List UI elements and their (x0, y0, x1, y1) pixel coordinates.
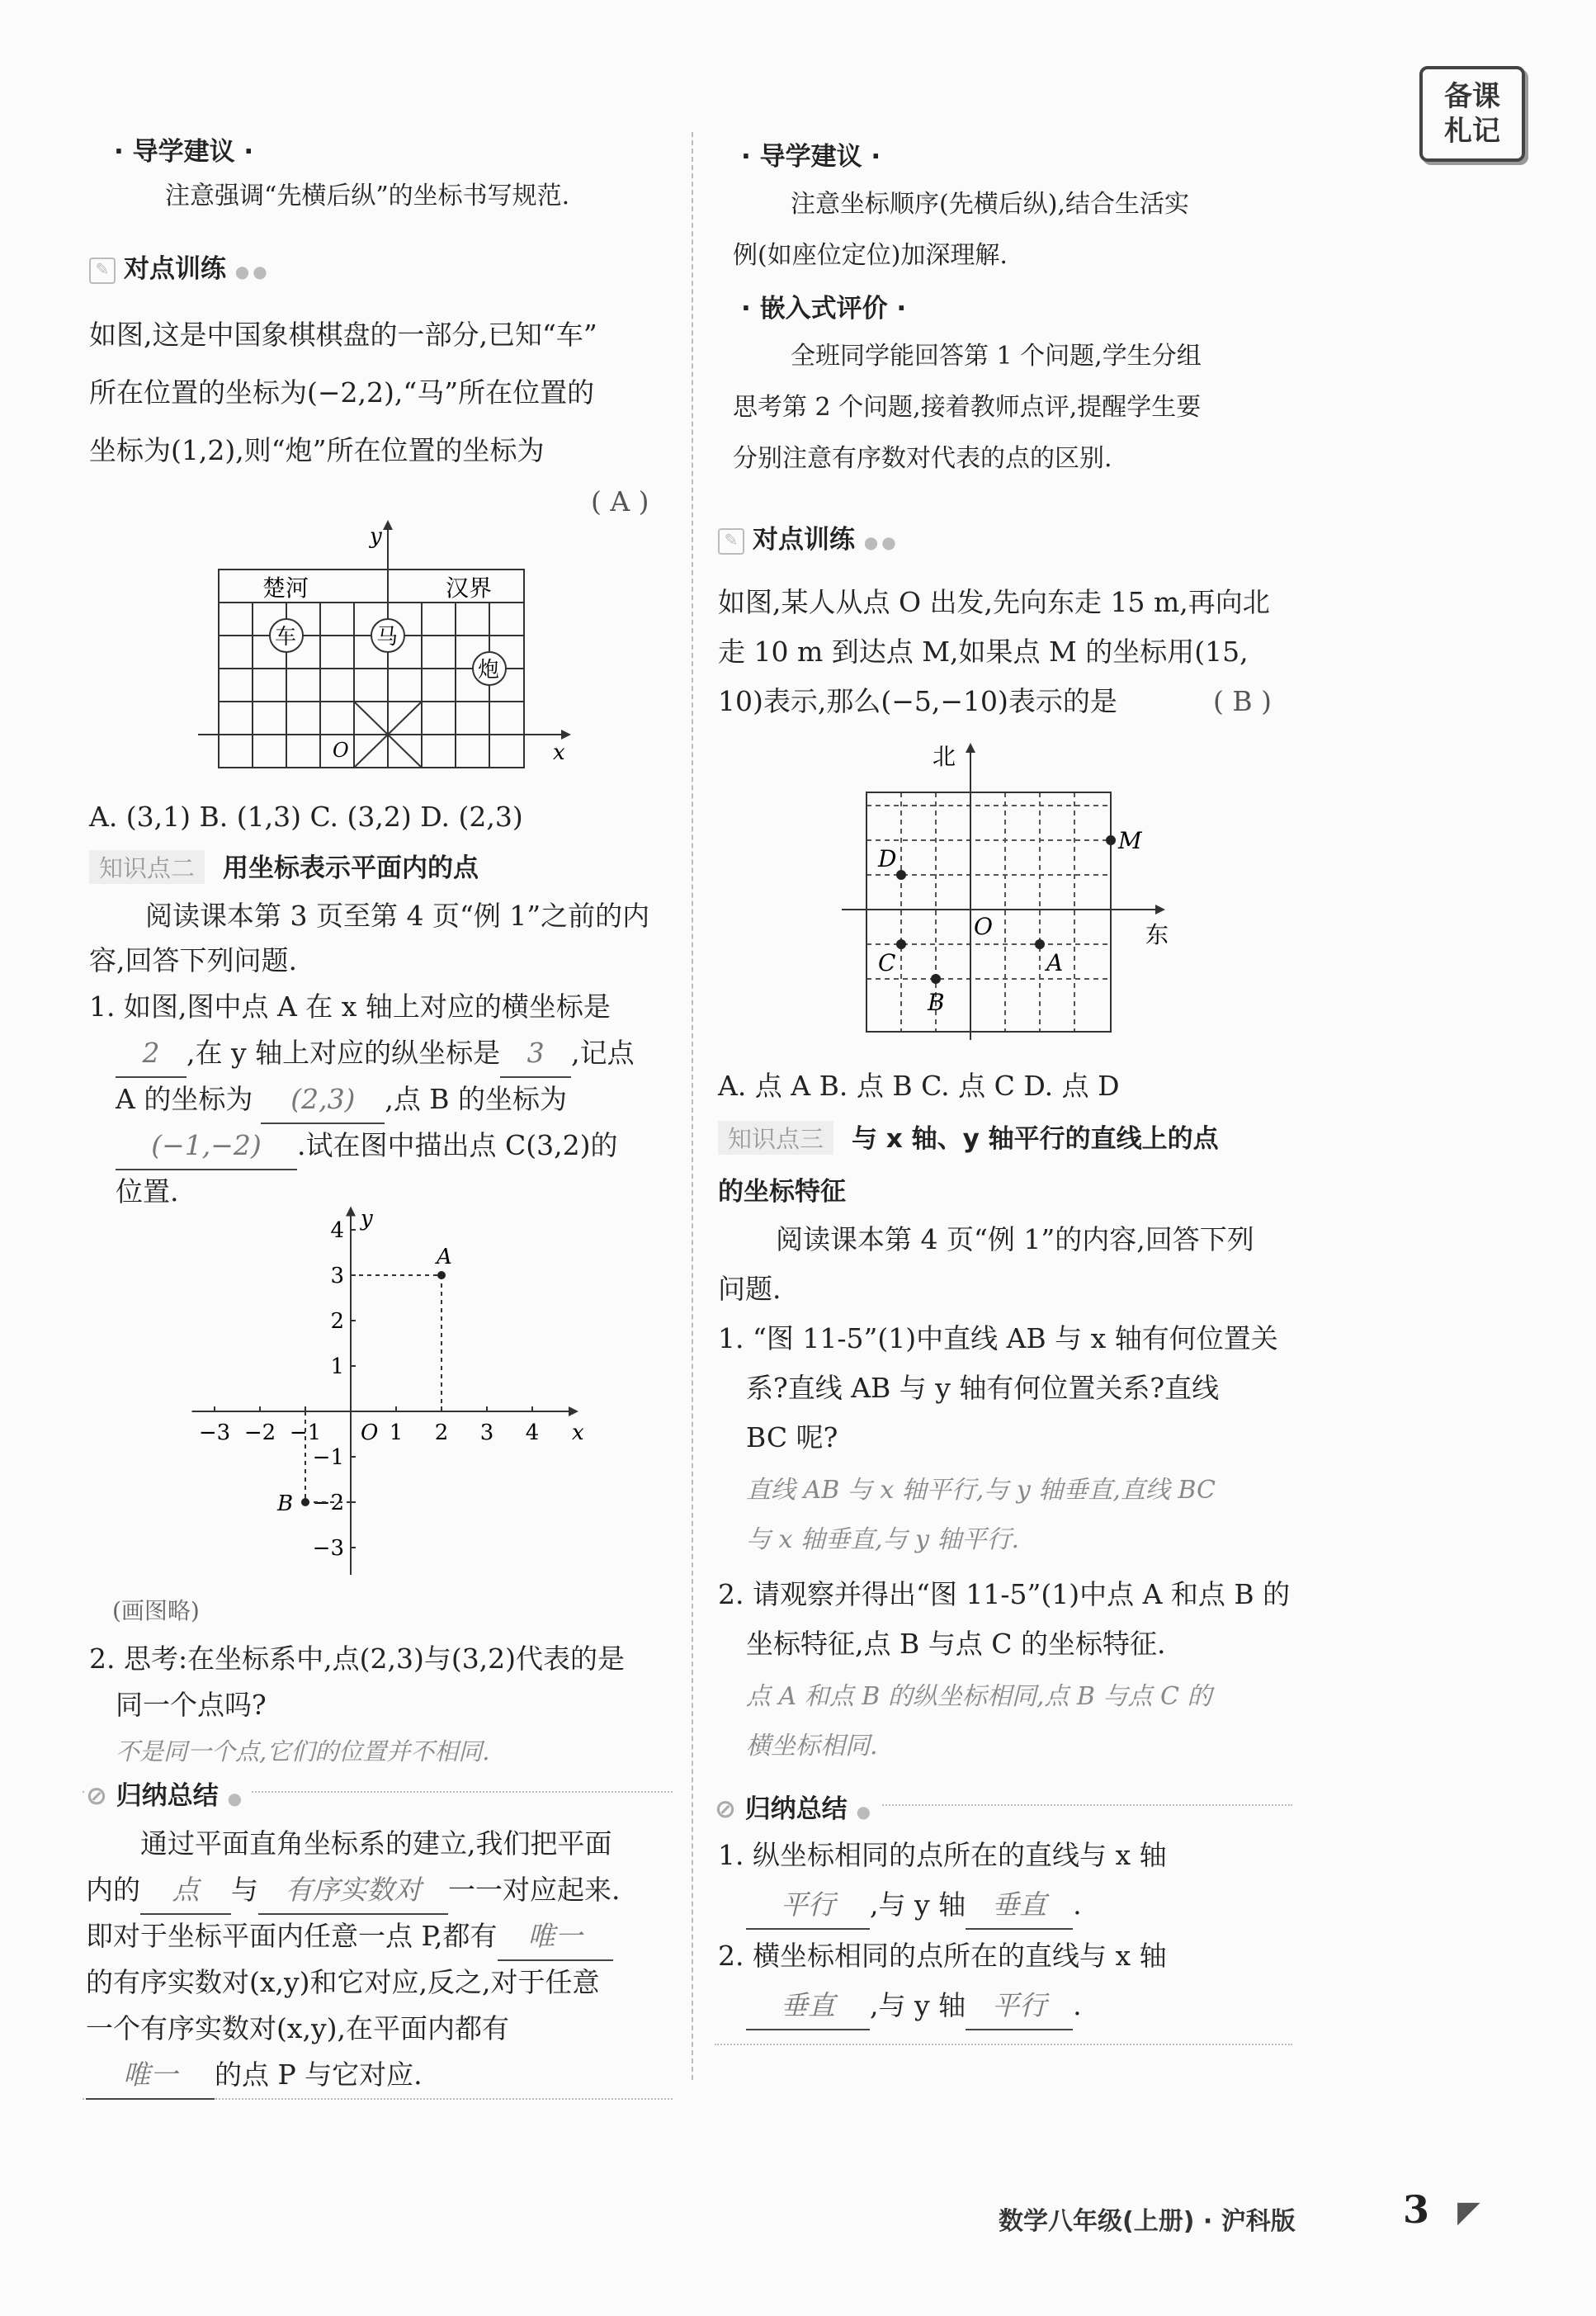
p1-line4 (116, 1123, 617, 1170)
r1-line1: 1. “图 11-5”(1)中直线 AB 与 x 轴有何位置关 (718, 1322, 1278, 1354)
graph-y-tick-label: −3 (312, 1536, 344, 1561)
summary-line3 (86, 1913, 613, 1961)
piece-pao-label: 炮 (478, 658, 500, 683)
q1-answer: ( A ) (591, 485, 649, 518)
map-origin: O (974, 913, 993, 940)
rs2-line1: 2. 横坐标相同的点所在的直线与 x 轴 (718, 1940, 1167, 1972)
dots-icon: ●● (234, 262, 271, 281)
rs2-blank1: 垂直 (746, 1983, 870, 2030)
point-B-label: B (928, 989, 945, 1016)
point-M-label: M (1118, 827, 1142, 854)
point-B (931, 974, 941, 984)
footer-book: 数学八年级(上册) · 沪科版 (999, 2207, 1296, 2236)
graph-point-A (437, 1271, 446, 1279)
direction-map (833, 735, 1180, 1048)
rs2-blank2: 平行 (966, 1983, 1073, 2030)
kp3-title-line2: 的坐标特征 (718, 1177, 846, 1207)
left-guide-title: · 导学建议 · (114, 137, 254, 167)
q2-line1: 如图,某人从点 O 出发,先向东走 15 m,再向北 (718, 586, 1270, 618)
right-summary-heading (715, 1788, 881, 1825)
p2-answer: 不是同一个点,它们的位置并不相同. (116, 1737, 490, 1765)
piece-ma-label: 马 (376, 625, 399, 650)
point-C (896, 939, 906, 949)
point-D-label: D (878, 845, 897, 872)
graph-origin: O (361, 1420, 379, 1445)
point-D (896, 870, 906, 880)
embed-line3: 分别注意有序数对代表的点的区别. (733, 444, 1112, 473)
r1-answer2: 与 x 轴垂直,与 y 轴平行. (746, 1525, 1020, 1554)
q1-line1: 如图,这是中国象棋棋盘的一部分,已知“车” (89, 319, 597, 351)
graph-x-tick-label: −3 (198, 1420, 231, 1445)
rs1-line2: 平行 ,与 y 轴 垂直 . (746, 1882, 1082, 1930)
q1-line2: 所在位置的坐标为(−2,2),“马”所在位置的 (89, 376, 595, 409)
q2-answer: ( B ) (1213, 685, 1272, 717)
graph-y-tick-label: 3 (330, 1264, 344, 1288)
q1-line3: 坐标为(1,2),则“炮”所在位置的坐标为 (89, 434, 545, 466)
p2-line1: 2. 思考:在坐标系中,点(2,3)与(3,2)代表的是 (89, 1642, 626, 1675)
draw-note: (画图略) (112, 1597, 200, 1624)
right-summary-title: 归纳总结 (744, 1794, 848, 1824)
east-arrow-icon (1155, 905, 1165, 915)
p1-text5: ,点 B 的坐标为 (385, 1083, 568, 1115)
board-chuhe: 楚河 (262, 574, 309, 602)
right-guide-line1: 注意坐标顺序(先横后纵),结合生活实 (791, 190, 1189, 219)
right-guide-title: · 导学建议 · (741, 142, 881, 172)
pencil-icon: ✎ (89, 258, 116, 284)
embed-line2: 思考第 2 个问题,接着教师点评,提醒学生要 (733, 393, 1202, 422)
rs1-blank2: 垂直 (966, 1882, 1073, 1930)
board-origin: O (333, 739, 349, 762)
graph-y-tick-label: 4 (330, 1218, 344, 1243)
point-A-label: A (1046, 949, 1064, 976)
stamp-box (1419, 66, 1525, 162)
p1-text4: A 的坐标为 (116, 1083, 253, 1115)
right-training-title: 对点训练 (753, 525, 855, 555)
map-east-label: 东 (1145, 921, 1169, 948)
summary-line1: 通过平面直角坐标系的建立,我们把平面 (140, 1827, 612, 1860)
p1-text6: .试在图中描出点 C(3,2)的 (297, 1129, 618, 1161)
r2-line2: 坐标特征,点 B 与点 C 的坐标特征. (746, 1628, 1166, 1660)
graph-x-tick-label: 3 (479, 1420, 494, 1445)
q1-options: A. (3,1) B. (1,3) C. (3,2) D. (2,3) (89, 801, 523, 833)
kp3-heading (718, 1118, 1219, 1155)
r2-answer2: 横坐标相同. (746, 1732, 878, 1761)
graph-point-B (301, 1498, 309, 1506)
graph-x-tick-label: 1 (389, 1420, 404, 1445)
x-axis-arrow-icon (561, 730, 571, 740)
rs1-text: ,与 y 轴 (870, 1888, 966, 1921)
read1-line2: 容,回答下列问题. (89, 944, 297, 976)
dots-icon: ● (227, 1789, 246, 1808)
pencil-icon: ✎ (718, 528, 744, 555)
leaf-icon: ⊘ (715, 1794, 736, 1824)
page-corner-icon: ◤ (1457, 2195, 1480, 2229)
graph-x-arrow-icon (569, 1406, 578, 1416)
graph-y-tick-label: 2 (330, 1309, 344, 1334)
kp3-title-line1: 与 x 轴、y 轴平行的直线上的点 (852, 1124, 1219, 1154)
r2-answer1: 点 A 和点 B 的纵坐标相同,点 B 与点 C 的 (746, 1682, 1212, 1711)
q2-line3: 10)表示,那么(−5,−10)表示的是 (718, 685, 1117, 717)
embed-title: · 嵌入式评价 · (741, 294, 907, 324)
graph-y-arrow-icon (346, 1207, 356, 1217)
read1-line1: 阅读课本第 3 页至第 4 页“例 1”之前的内 (145, 900, 650, 932)
p1-blank1: 2 (116, 1030, 187, 1078)
s-blank2: 有序实数对 (258, 1867, 448, 1915)
p1-text2: ,在 y 轴上对应的纵坐标是 (187, 1037, 501, 1069)
left-summary-heading (86, 1775, 252, 1812)
dots-icon: ● (856, 1802, 875, 1822)
right-guide-line2: 例(如座位定位)加深理解. (733, 241, 1008, 270)
p1-line5: 位置. (116, 1175, 179, 1208)
left-training-heading (89, 248, 271, 285)
graph-y-label: y (361, 1206, 373, 1231)
r1-answer1: 直线 AB 与 x 轴平行,与 y 轴垂直,直线 BC (746, 1476, 1216, 1505)
p1-line1: 1. 如图,图中点 A 在 x 轴上对应的横坐标是 (89, 990, 611, 1023)
dots-icon: ●● (863, 532, 900, 552)
read2-line1: 阅读课本第 4 页“例 1”的内容,回答下列 (776, 1223, 1254, 1255)
piece-che-label: 车 (275, 625, 297, 650)
coordinate-graph (190, 1206, 602, 1576)
page-number: 3 (1403, 2187, 1430, 2232)
right-training-heading (718, 518, 900, 555)
p1-line2 (116, 1030, 635, 1078)
summary-line4: 的有序实数对(x,y)和它对应,反之,对于任意 (86, 1966, 600, 1998)
p2-line2: 同一个点吗? (116, 1689, 267, 1721)
rs2-line2: 垂直 ,与 y 轴 平行 . (746, 1983, 1082, 2030)
leaf-icon: ⊘ (86, 1781, 107, 1811)
r2-line1: 2. 请观察并得出“图 11-5”(1)中点 A 和点 B 的 (718, 1578, 1291, 1610)
left-summary-title: 归纳总结 (116, 1781, 219, 1811)
north-arrow-icon (966, 743, 975, 753)
kp2-label: 知识点二 (89, 850, 205, 884)
graph-x-tick-label: −2 (243, 1420, 276, 1445)
stamp-text: 备课札记 (1444, 80, 1500, 148)
embed-line1: 全班同学能回答第 1 个问题,学生分组 (791, 342, 1202, 371)
point-A (1035, 939, 1045, 949)
p1-text3: ,记点 (571, 1037, 635, 1069)
q2-line2: 走 10 m 到达点 M,如果点 M 的坐标用(15, (718, 636, 1249, 668)
kp3-label: 知识点三 (718, 1121, 833, 1155)
s-text2b: 与 (231, 1874, 258, 1906)
graph-y-tick-label: −1 (312, 1445, 344, 1470)
p1-line3 (116, 1076, 567, 1124)
rs1-line1: 1. 纵坐标相同的点所在的直线与 x 轴 (718, 1839, 1167, 1871)
left-training-title: 对点训练 (124, 254, 226, 284)
board-y-label: y (370, 524, 382, 549)
s-text3a: 即对于坐标平面内任意一点 P,都有 (86, 1920, 498, 1952)
left-guide-text: 注意强调“先横后纵”的坐标书写规范. (165, 182, 570, 210)
graph-y-tick-label: −2 (312, 1491, 344, 1515)
graph-x-tick-label: 4 (525, 1420, 540, 1445)
kp2-heading (89, 847, 479, 884)
s-blank3: 唯一 (498, 1913, 613, 1961)
s-text2c: 一一对应起来. (448, 1874, 621, 1906)
summary-line6 (86, 2052, 423, 2100)
graph-x-tick-label: 2 (434, 1420, 449, 1445)
q2-options: A. 点 A B. 点 B C. 点 C D. 点 D (718, 1070, 1120, 1102)
summary-line5: 一个有序实数对(x,y),在平面内都有 (86, 2012, 509, 2044)
graph-point-A-label: A (437, 1245, 452, 1269)
graph-y-tick-label: 1 (330, 1354, 344, 1379)
graph-x-tick-label: −1 (289, 1420, 322, 1445)
rs1-blank1: 平行 (746, 1882, 870, 1930)
p1-blank4: (−1,−2) (116, 1123, 297, 1170)
r1-line2: 系?直线 AB 与 y 轴有何位置关系?直线 (746, 1372, 1220, 1404)
s-text2a: 内的 (86, 1874, 140, 1906)
rs2-text: ,与 y 轴 (870, 1989, 966, 2021)
s-blank4: 唯一 (86, 2052, 215, 2100)
y-axis-arrow-icon (383, 520, 393, 530)
r1-line3: BC 呢? (746, 1421, 838, 1453)
point-M (1106, 835, 1116, 845)
graph-point-B-label: B (277, 1491, 294, 1516)
map-north-label: 北 (932, 743, 956, 770)
chess-board-diagram (190, 520, 578, 784)
summary-line2 (86, 1867, 621, 1915)
p1-blank3: (2,3) (261, 1076, 385, 1124)
s-text6: 的点 P 与它对应. (215, 2058, 423, 2091)
kp2-title: 用坐标表示平面内的点 (223, 853, 479, 883)
column-divider (692, 132, 693, 2080)
read2-line2: 问题. (718, 1273, 781, 1305)
p1-blank2: 3 (500, 1030, 571, 1078)
board-x-label: x (553, 740, 565, 765)
s-blank1: 点 (140, 1867, 231, 1915)
graph-x-label: x (572, 1420, 584, 1445)
point-C-label: C (878, 949, 896, 976)
board-hanjie: 汉界 (446, 574, 493, 602)
